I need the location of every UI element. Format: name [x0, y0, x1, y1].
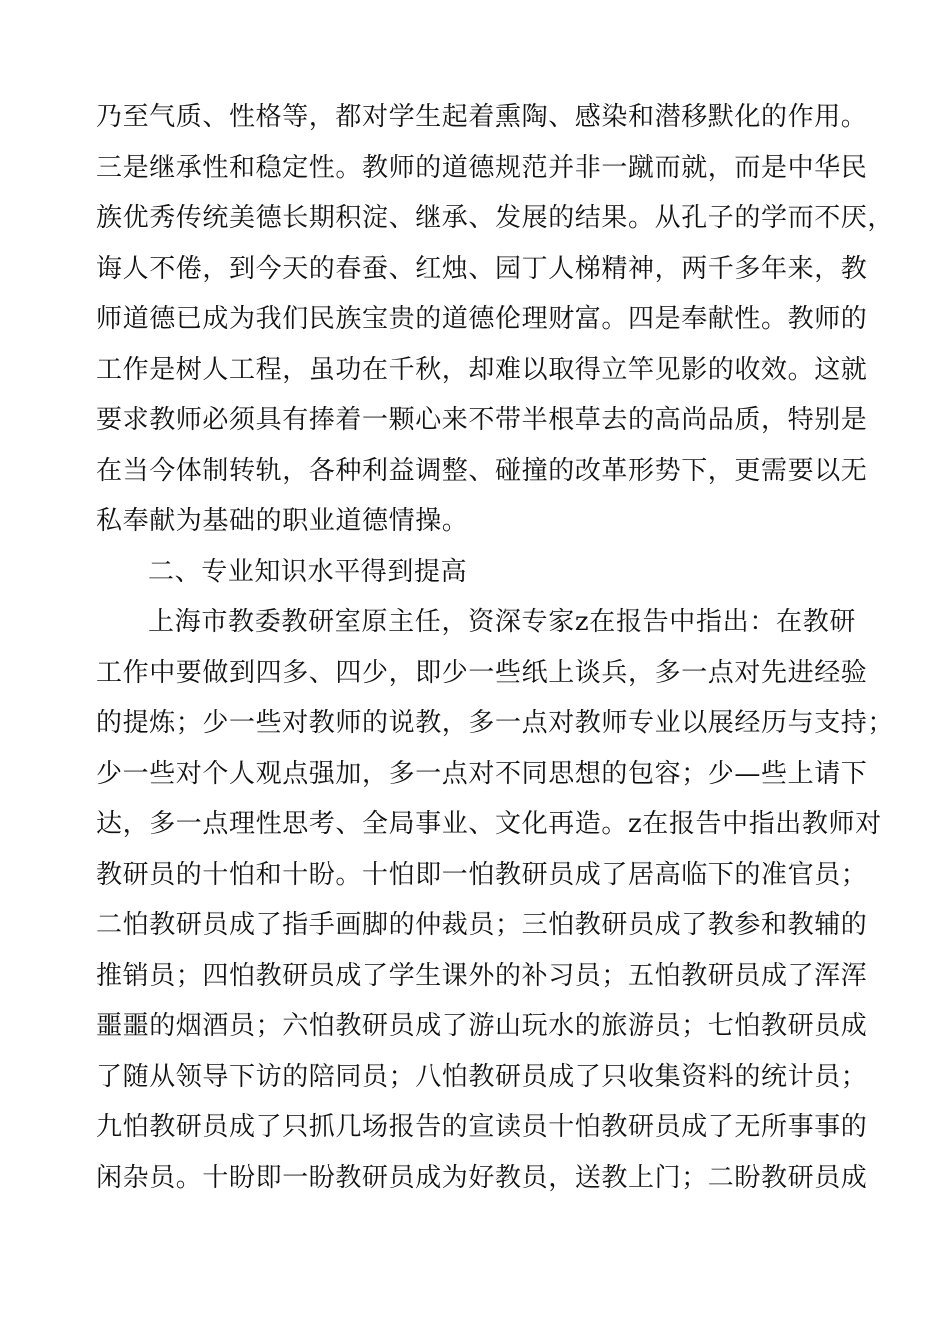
text-line: 上海市教委教研室原主任，资深专家z在报告中指出：在教研 — [148, 607, 856, 637]
text-line: 在当今体制转轨，各种利益调整、碰撞的改革形势下，更需要以无 — [96, 455, 868, 486]
text-line: 诲人不倦，到今天的春蚕、红烛、园丁人梯精神，两千多年来，教 — [96, 253, 868, 284]
text-line: 三是继承性和稳定性。教师的道德规范并非一蹴而就，而是中华民 — [96, 152, 868, 183]
text-line: 工作是树人工程，虽功在千秋，却难以取得立竿见影的收效。这就 — [96, 354, 868, 385]
text-line: 二怕教研员成了指手画脚的仲裁员；三怕教研员成了教参和教辅的 — [96, 910, 868, 940]
section-heading: 二、专业知识水平得到提高 — [148, 556, 468, 587]
document-page — [96, 92, 895, 1203]
text-line: 推销员；四怕教研员成了学生课外的补习员；五怕教研员成了浑浑 — [96, 960, 868, 991]
text-line: 乃至气质、性格等，都对学生起着熏陶、感染和潜移默化的作用。 — [96, 102, 868, 132]
text-line: 师道德已成为我们民族宝贵的道德伦理财富。四是奉献性。教师的 — [96, 304, 868, 334]
text-line: 闲杂员。十盼即一盼教研员成为好教员，送教上门；二盼教研员成 — [96, 1162, 868, 1193]
text-line: 工作中要做到四多、四少，即少一些纸上谈兵，多一点对先进经验 — [96, 657, 868, 688]
text-line: 九怕教研员成了只抓几场报告的宣读员十怕教研员成了无所事事的 — [96, 1112, 868, 1142]
text-line: 要求教师必须具有捧着一颗心来不带半根草去的高尚品质，特别是 — [96, 405, 868, 435]
text-line: 噩噩的烟酒员；六怕教研员成了游山玩水的旅游员；七怕教研员成 — [96, 1011, 868, 1041]
text-line: 少一些对个人观点强加，多一点对不同思想的包容；少—些上请下 — [96, 758, 868, 789]
text-line: 的提炼；少一些对教师的说教，多一点对教师专业以展经历与支持； — [96, 708, 895, 738]
text-line: 教研员的十怕和十盼。十怕即一怕教研员成了居高临下的准官员； — [96, 859, 868, 890]
text-line: 族优秀传统美德长期积淀、继承、发展的结果。从孔子的学而不厌， — [96, 203, 895, 233]
text-line: 达，多一点理性思考、全局事业、文化再造。z在报告中指出教师对 — [96, 809, 882, 839]
text-line: 私奉献为基础的职业道德情操。 — [96, 506, 469, 536]
text-line: 了随从领导下访的陪同员；八怕教研员成了只收集资料的统计员； — [96, 1061, 868, 1092]
